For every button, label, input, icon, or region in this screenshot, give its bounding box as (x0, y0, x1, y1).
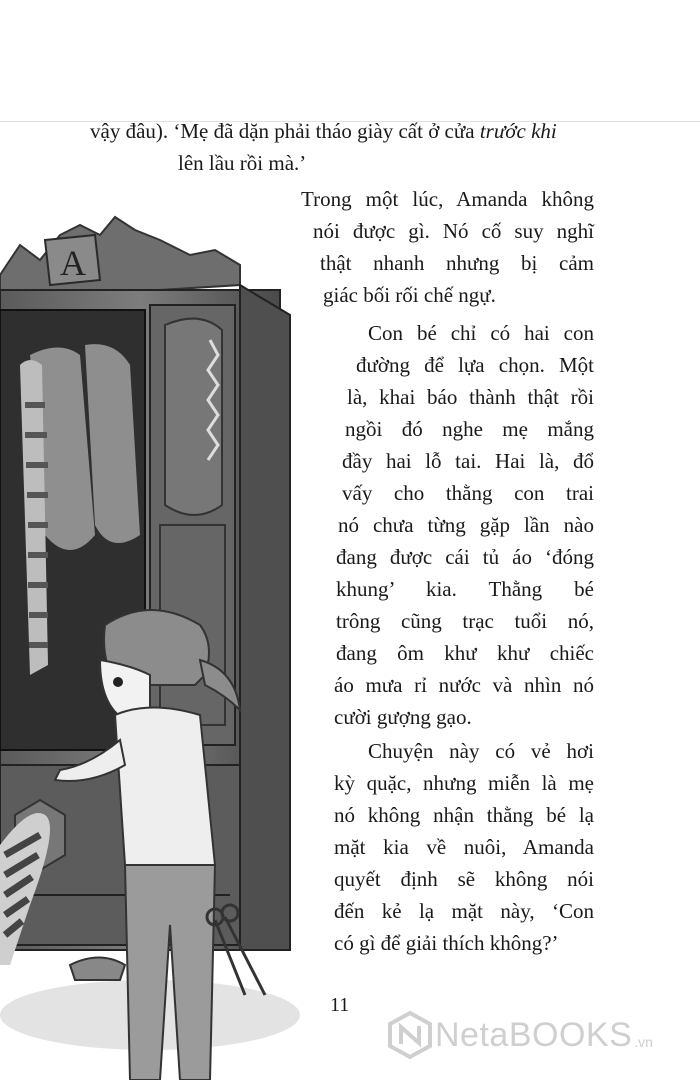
text-line-3: Trong một lúc, Amanda không (301, 187, 594, 211)
text-line-6: giác bối rối chế ngự. (323, 283, 496, 307)
text-line-13: nó chưa từng gặp lần nào (338, 513, 594, 537)
text-line-4: nói được gì. Nó cố suy nghĩ (313, 219, 594, 243)
illustration-wardrobe-girl (0, 205, 300, 1080)
text-line-21: kỳ quặc, nhưng miễn là mẹ (334, 771, 594, 795)
text-line-1 (90, 117, 557, 145)
text-line-14: đang được cái tủ áo ‘đóng (336, 545, 594, 569)
text-line-18: áo mưa rỉ nước và nhìn nó (334, 673, 594, 697)
text-line-10: ngồi đó nghe mẹ mắng (345, 417, 594, 441)
text-line-9: là, khai báo thành thật rồi (347, 385, 594, 409)
text-line-8: đường để lựa chọn. Một (356, 353, 594, 377)
text-line-2: lên lầu rồi mà.’ (178, 151, 307, 175)
text-line-1-italic: trước khi (479, 119, 557, 143)
wardrobe-letter: A (60, 243, 86, 283)
text-line-22: nó không nhận thằng bé lạ (334, 803, 594, 827)
text-line-17: đang ôm khư khư chiếc (336, 641, 594, 665)
page-number: 11 (330, 994, 350, 1016)
text-line-15: khung’ kia. Thằng bé (336, 577, 594, 601)
text-line-26: có gì để giải thích không?’ (334, 931, 559, 955)
text-line-12: vấy cho thằng con trai (342, 481, 594, 505)
watermark-suffix: .vn (634, 1034, 653, 1050)
watermark-brand: NetaBOOKS (435, 1015, 633, 1054)
text-line-11: đầy hai lỗ tai. Hai là, đổ (342, 449, 594, 473)
text-line-24: quyết định sẽ không nói (334, 867, 594, 891)
watermark (385, 1010, 653, 1060)
text-line-23: mặt kia về nuôi, Amanda (334, 835, 594, 859)
netabooks-logo-icon (385, 1010, 435, 1060)
text-line-7: Con bé chỉ có hai con (368, 321, 594, 345)
text-line-1-main: vậy đâu). ‘Mẹ đã dặn phải tháo giày cất ở cửa (90, 119, 475, 143)
text-line-16: trông cũng trạc tuổi nó, (336, 609, 594, 633)
text-line-20: Chuyện này có vẻ hơi (368, 739, 594, 763)
text-line-25: đến kẻ lạ mặt này, ‘Con (334, 899, 594, 923)
text-line-5: thật nhanh nhưng bị cảm (320, 251, 594, 275)
text-line-19: cười gượng gạo. (334, 705, 472, 729)
